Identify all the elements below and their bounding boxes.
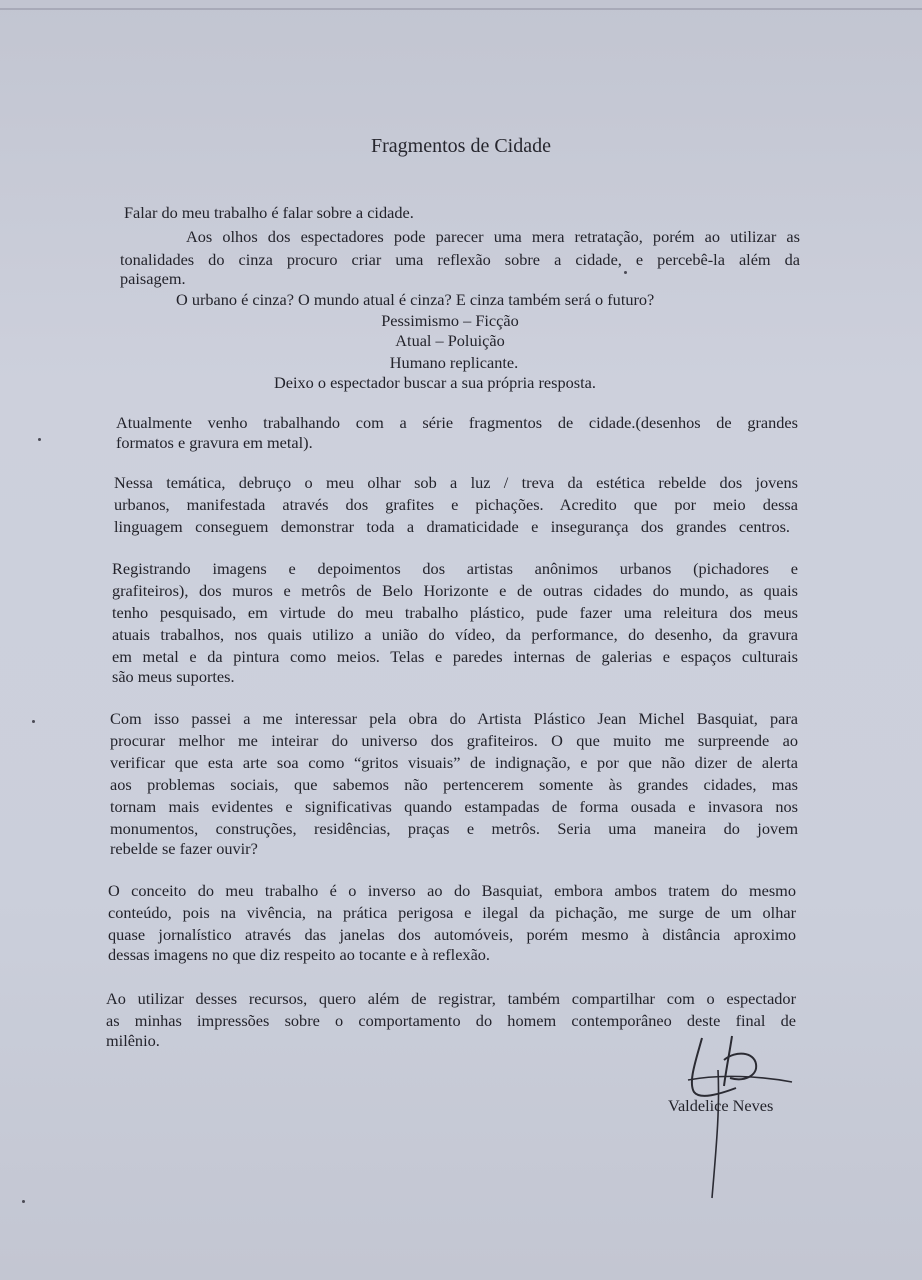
text-line: Com isso passei a me interessar pela obra do Artista Plástico Jean Michel Basquiat, para	[110, 709, 798, 728]
text-line: Humano replicante.	[389, 353, 519, 372]
text-line: rebelde se fazer ouvir?	[110, 839, 258, 858]
text-line: procurar melhor me inteirar do universo dos grafiteiros. O que muito me surpreende ao	[110, 731, 798, 750]
text-line: dessas imagens no que diz respeito ao tocante e à reflexão.	[108, 945, 491, 964]
text-line: tornam mais evidentes e significativas quando estampadas de forma ousada e invasora nos	[110, 797, 798, 816]
text-line: aos problemas sociais, que sabemos não pertencerem somente às grandes cidades, mas	[110, 775, 798, 794]
text-line: Deixo o espectador buscar a sua própria resposta.	[274, 373, 596, 392]
paper-speck	[38, 438, 41, 441]
text-line: Pessimismo – Ficção	[381, 311, 519, 330]
text-line: tenho pesquisado, em virtude do meu trabalho plástico, pude fazer uma releitura dos meus	[112, 603, 798, 622]
text-line: milênio.	[106, 1031, 160, 1050]
text-line: O urbano é cinza? O mundo atual é cinza? E cinza também será o futuro?	[176, 290, 655, 309]
text-line: Nessa temática, debruço o meu olhar sob a luz / treva da estética rebelde dos jovens	[114, 473, 798, 492]
text-line: Ao utilizar desses recursos, quero além de registrar, também compartilhar com o espectador	[106, 989, 796, 1008]
paper-speck	[624, 271, 627, 274]
text-line: monumentos, construções, residências, praças e metrôs. Seria uma maneira do jovem	[110, 819, 798, 838]
text-line: as minhas impressões sobre o comportamento do homem contemporâneo deste final de	[106, 1011, 796, 1030]
text-line: formatos e gravura em metal).	[116, 433, 313, 452]
handwritten-signature-icon	[680, 1030, 800, 1210]
text-line: atuais trabalhos, nos quais utilizo a união do vídeo, da performance, do desenho, da gravura	[112, 625, 798, 644]
document-title: Fragmentos de Cidade	[371, 135, 551, 157]
text-line: Atualmente venho trabalhando com a série fragmentos de cidade.(desenhos de grandes	[116, 413, 798, 432]
text-line: conteúdo, pois na vivência, na prática perigosa e ilegal da pichação, me surge de um olhar	[108, 903, 796, 922]
text-line: Aos olhos dos espectadores pode parecer uma mera retratação, porém ao utilizar as	[186, 227, 800, 246]
paper-fold-line	[0, 8, 922, 10]
text-line: urbanos, manifestada através dos grafites e pichações. Acredito que por meio dessa	[114, 495, 798, 514]
text-line: paisagem.	[120, 269, 186, 288]
text-line: verificar que esta arte soa como “gritos visuais” de indignação, e por que não dizer de alerta	[110, 753, 798, 772]
text-line: quase jornalístico através das janelas dos automóveis, porém mesmo à distância aproximo	[108, 925, 796, 944]
text-line: Atual – Poluição	[395, 331, 505, 350]
text-line: grafiteiros), dos muros e metrôs de Belo Horizonte e de outras cidades do mundo, as quais	[112, 581, 798, 600]
text-line: Falar do meu trabalho é falar sobre a cidade.	[124, 203, 414, 222]
paper-speck	[32, 720, 35, 723]
signature-name: Valdelice Neves	[668, 1096, 774, 1115]
text-line: são meus suportes.	[112, 667, 235, 686]
text-line: Registrando imagens e depoimentos dos artistas anônimos urbanos (pichadores e	[112, 559, 798, 578]
text-line: O conceito do meu trabalho é o inverso ao do Basquiat, embora ambos tratem do mesmo	[108, 881, 796, 900]
paper-speck	[22, 1200, 25, 1203]
text-line: linguagem conseguem demonstrar toda a dramaticidade e insegurança dos grandes centros.	[114, 517, 790, 536]
text-line: em metal e da pintura como meios. Telas e paredes internas de galerias e espaços culturais	[112, 647, 798, 666]
text-line: tonalidades do cinza procuro criar uma reflexão sobre a cidade, e percebê-la além da	[120, 250, 800, 269]
